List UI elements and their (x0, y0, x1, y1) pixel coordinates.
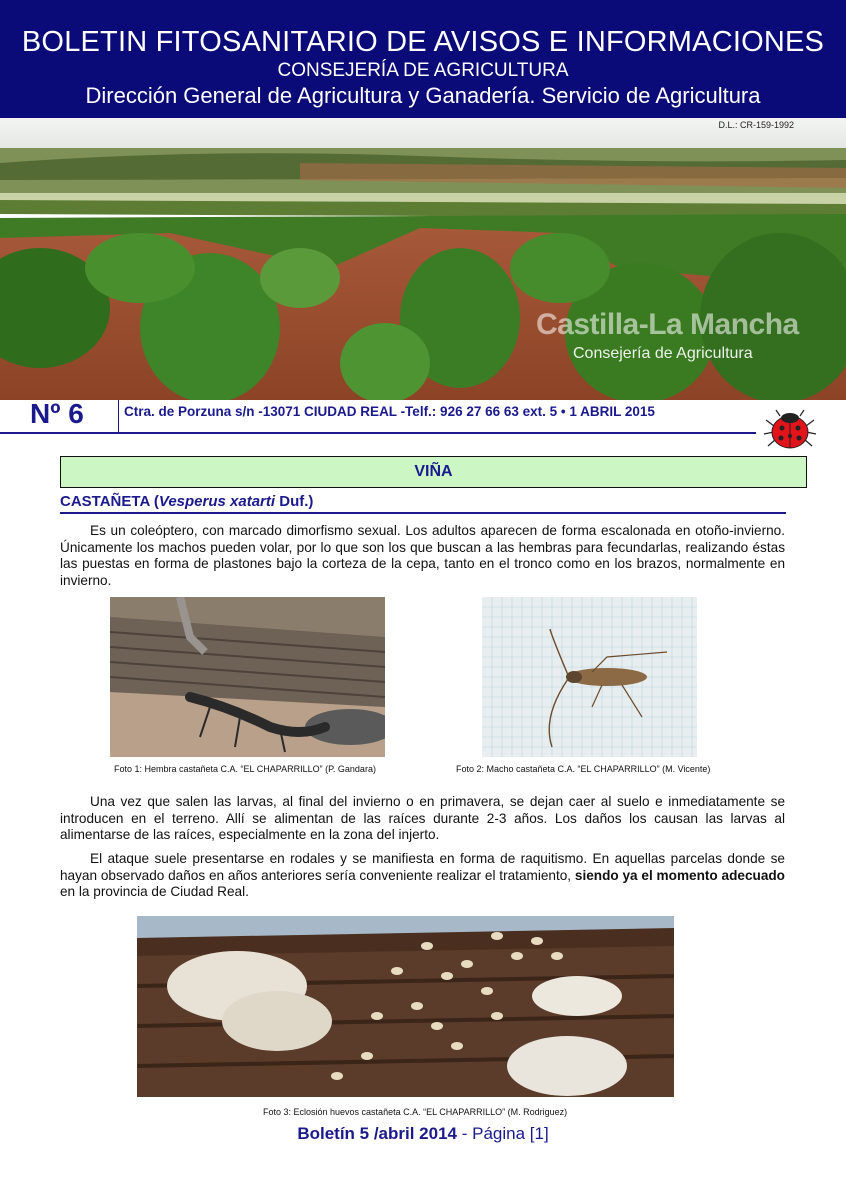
treatment-emphasis: siendo ya el momento adecuado (574, 867, 785, 883)
photo3-caption: Foto 3: Eclosión huevos castañeta C.A. “EL CHAPARRILLO” (M. Rodriguez) (263, 1107, 568, 1117)
issue-divider (118, 400, 119, 433)
vineyard-banner-photo (0, 118, 846, 400)
paragraph-treatment (60, 851, 785, 901)
regional-logo-text: Castilla-La Mancha (536, 308, 799, 341)
pest-heading (60, 493, 313, 510)
pest-species-name: Vesperus xatarti (158, 493, 276, 510)
treatment-text-start: El ataque suele presentarse en rodales y se manifiesta en forma de raquitismo. En aquellas parcelas donde se hayan observado daños en años anteriores sería conveniente realizar el tratamiento, (60, 851, 785, 883)
photo-egg-hatching (137, 916, 674, 1097)
pest-heading-suffix: Duf.) (275, 493, 314, 510)
ladybug-icon (760, 406, 820, 459)
paragraph-larvae: Una vez que salen las larvas, al final del invierno o en primavera, se dejan caer al suelo e inmediatamente se introducen en el terreno. Allí se alimentan de las raíces durante 2-3 años. Los daños los causan las larvas al alimentarse de las raíces, especialmente en la zona del injerto. (60, 794, 785, 842)
photo1-caption: Foto 1: Hembra castañeta C.A. “EL CHAPARRILLO” (P. Gandara) (114, 764, 376, 774)
pest-heading-underline (60, 512, 786, 514)
bulletin-department: Dirección General de Agricultura y Ganadería. Servicio de Agricultura (85, 83, 761, 108)
header-banner (0, 0, 846, 118)
issue-number: Nº 6 (30, 398, 84, 429)
photo2-caption: Foto 2: Macho castañeta C.A. “EL CHAPARRILLO” (M. Vicente) (456, 764, 711, 774)
footer-bulletin: Boletín 5 /abril 2014 (297, 1124, 457, 1143)
contact-address: Ctra. de Porzuna s/n -13071 CIUDAD REAL -Telf.: 926 27 66 63 ext. 5 • 1 ABRIL 2015 (124, 404, 655, 419)
page-footer (0, 1124, 846, 1144)
photo-female-beetle (110, 597, 385, 757)
treatment-text-end: en la provincia de Ciudad Real. (60, 884, 249, 899)
issue-underline (0, 432, 756, 434)
legal-deposit: D.L.: CR-159-1992 (718, 120, 794, 130)
pest-heading-prefix: CASTAÑETA ( (60, 493, 159, 510)
bulletin-subtitle: CONSEJERÍA DE AGRICULTURA (277, 60, 569, 81)
paragraph-description: Es un coleóptero, con marcado dimorfismo sexual. Los adultos aparecen de forma escalonada en otoño-invierno. Únicamente los machos pueden volar, por lo que son los que buscan a las hembras para fecundarlas, realizando éstas las puestas en forma de plastones bajo la corteza de la cepa, tanto en el tronco como en los brazos, normalmente en invierno. (60, 523, 785, 588)
photo-male-beetle (482, 597, 697, 757)
bulletin-title: BOLETIN FITOSANITARIO DE AVISOS E INFORMACIONES (21, 26, 825, 58)
regional-logo-subtitle: Consejería de Agricultura (573, 345, 753, 362)
section-title: VIÑA (60, 456, 807, 488)
footer-page: - Página [1] (457, 1124, 549, 1143)
